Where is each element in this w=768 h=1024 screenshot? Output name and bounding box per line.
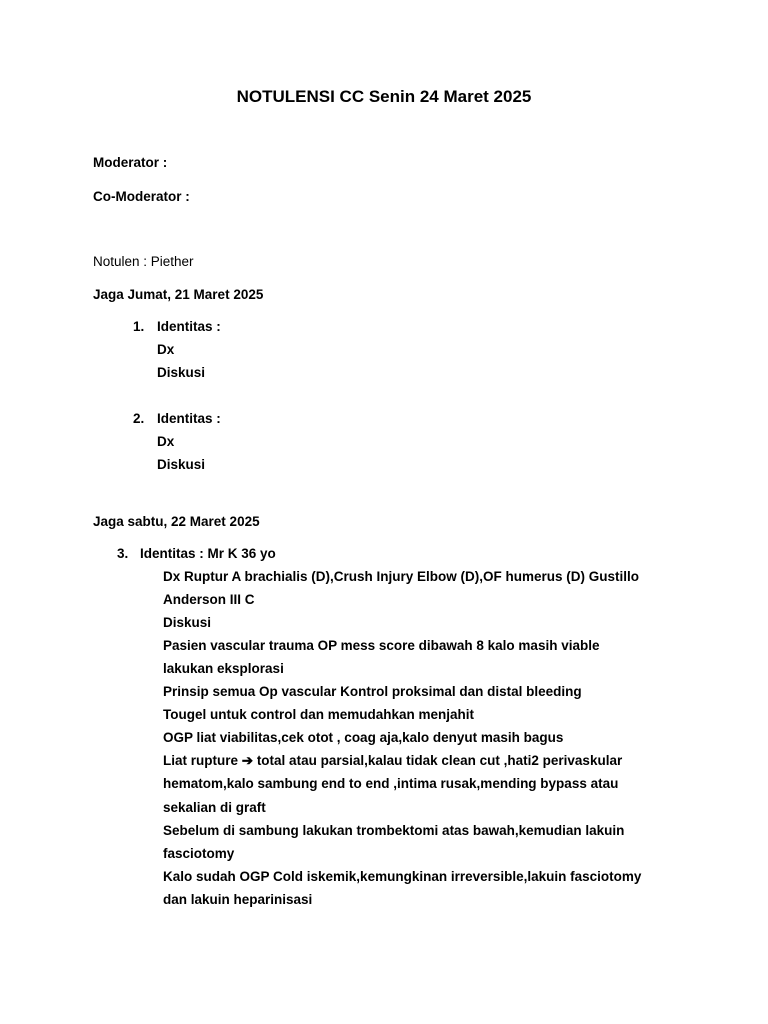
note-line: hematom,kalo sambung end to end ,intima rusak,mending bypass atau (163, 776, 619, 791)
note-line: dan lakuin heparinisasi (163, 892, 313, 907)
note-line: Diskusi (163, 615, 212, 630)
diskusi-label: Diskusi (157, 365, 206, 380)
list-number: 1. (133, 319, 145, 334)
note-line: Pasien vascular trauma OP mess score dibawah 8 kalo masih viable (163, 638, 600, 653)
dx-label: Dx (157, 434, 175, 449)
note-line: sekalian di graft (163, 800, 266, 815)
note-line: Sebelum di sambung lakukan trombektomi atas bawah,kemudian lakuin (163, 823, 625, 838)
note-line: OGP liat viabilitas,cek otot , coag aja,kalo denyut masih bagus (163, 730, 564, 745)
dx-label: Dx (157, 342, 175, 357)
page-title: NOTULENSI CC Senin 24 Maret 2025 (236, 87, 532, 106)
note-line: Tougel untuk control dan memudahkan menjahit (163, 707, 475, 722)
note-line: Prinsip semua Op vascular Kontrol proksimal dan distal bleeding (163, 684, 582, 699)
note-line: lakukan eksplorasi (163, 661, 284, 676)
note-line: Liat rupture ➔ total atau parsial,kalau tidak clean cut ,hati2 perivaskular (163, 753, 623, 768)
identitas-label: Identitas : Mr K 36 yo (140, 546, 276, 561)
note-line: fasciotomy (163, 846, 235, 861)
note-line: Kalo sudah OGP Cold iskemik,kemungkinan irreversible,lakuin fasciotomy (163, 869, 642, 884)
moderator-label: Moderator : (93, 155, 168, 170)
notulen-label: Notulen : Piether (93, 254, 194, 269)
section-heading-sabtu: Jaga sabtu, 22 Maret 2025 (93, 514, 260, 529)
note-line: Dx Ruptur A brachialis (D),Crush Injury Elbow (D),OF humerus (D) Gustillo (163, 569, 640, 584)
co-moderator-label: Co-Moderator : (93, 189, 190, 204)
list-number: 2. (133, 411, 145, 426)
note-line: Anderson III C (163, 592, 255, 607)
list-number: 3. (117, 546, 129, 561)
section-heading-jumat: Jaga Jumat, 21 Maret 2025 (93, 287, 264, 302)
identitas-label: Identitas : (157, 319, 221, 334)
diskusi-label: Diskusi (157, 457, 206, 472)
identitas-label: Identitas : (157, 411, 221, 426)
